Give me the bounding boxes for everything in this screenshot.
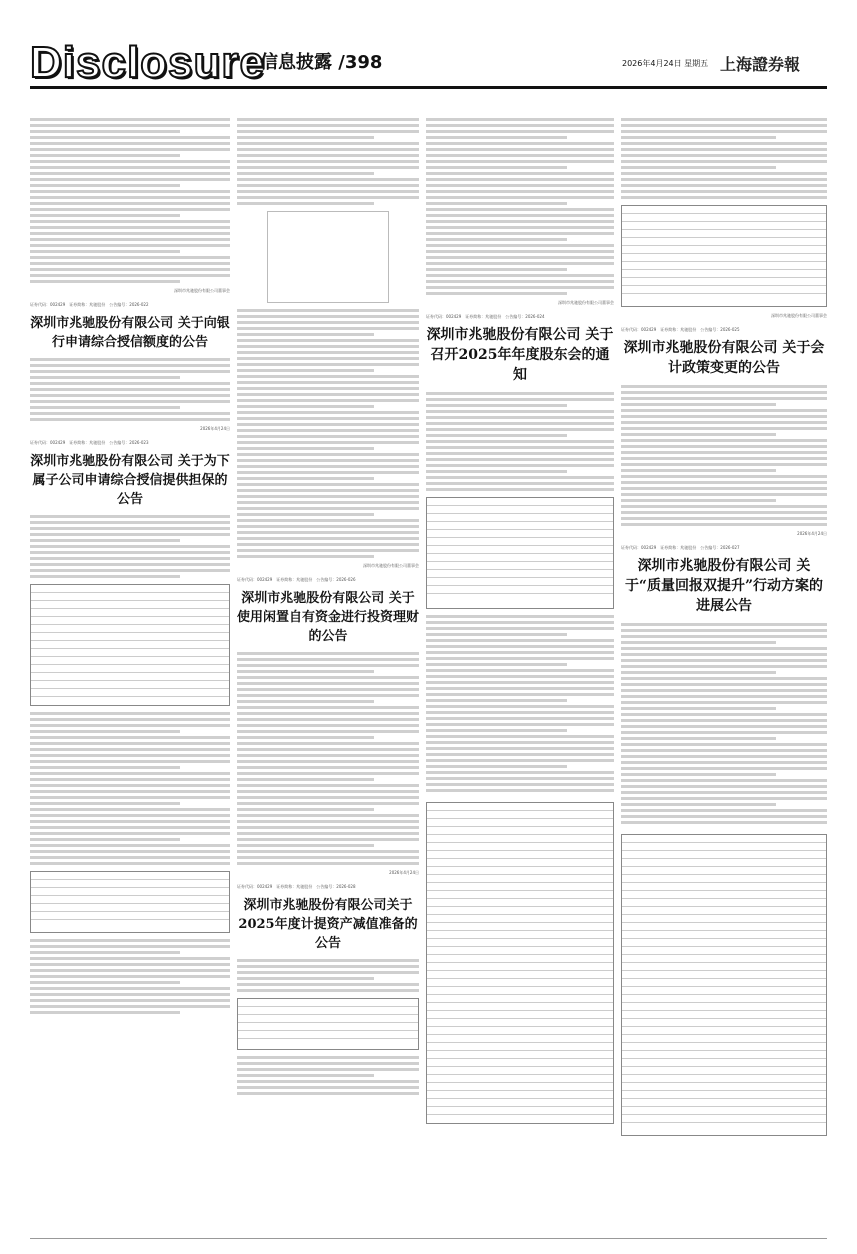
issue-date: 2026年4月24日 星期五 — [622, 59, 709, 68]
financial-table-2 — [621, 834, 827, 1136]
brand-wordmark: Disclosure — [30, 38, 265, 87]
guarantee-summary-table — [30, 871, 230, 933]
signature: 深圳市兆驰股份有限公司董事会 — [174, 288, 230, 293]
column-1 — [30, 118, 230, 1017]
column-2 — [237, 118, 419, 1098]
notice-meta: 证券代码：002429 证券简称：兆驰股份 公告编号：2026-027 — [621, 545, 740, 550]
notice-title: 深圳市兆驰股份有限公司 关于向银行申请综合授信额度的公告 — [30, 316, 230, 350]
financial-table — [426, 802, 614, 1124]
agenda-table — [426, 497, 614, 609]
notice-meta: 证券代码：002429 证券简称：兆驰股份 公告编号：2026-028 — [237, 884, 356, 889]
notice-meta: 证券代码：002429 证券简称：兆驰股份 公告编号：2026-024 — [426, 314, 545, 319]
guarantee-table — [30, 584, 230, 706]
notice-meta: 证券代码：002429 证券简称：兆驰股份 公告编号：2026-025 — [621, 327, 740, 332]
notice-meta: 证券代码：002429 证券简称：兆驰股份 公告编号：2026-026 — [237, 577, 356, 582]
org-chart — [267, 211, 389, 303]
notice-title: 深圳市兆驰股份有限公司 关于使用闲置自有资金进行投资理财的公告 — [237, 591, 420, 644]
footer-rule — [30, 1238, 827, 1239]
section-title: 信息披露 /398 — [260, 52, 383, 73]
notice-title: 深圳市兆驰股份有限公司 关于为下属子公司申请综合授信提供担保的公告 — [30, 454, 230, 507]
notice-title: 深圳市兆驰股份有限公司 关于会计政策变更的公告 — [623, 340, 825, 376]
signature: 深圳市兆驰股份有限公司董事会 — [771, 313, 827, 318]
notice-meta: 证券代码：002429 证券简称：兆驰股份 公告编号：2026-022 — [30, 302, 149, 307]
notice-title: 深圳市兆驰股份有限公司关于2025年度计提资产减值准备的公告 — [238, 898, 418, 951]
signature-date: 2026年4月24日 — [200, 426, 230, 431]
newspaper-logo: 上海證券報 — [720, 55, 801, 74]
masthead — [30, 36, 827, 89]
notice-title: 深圳市兆驰股份有限公司 关于召开2025年年度股东会的通知 — [426, 327, 614, 383]
signature: 深圳市兆驰股份有限公司董事会 — [558, 300, 614, 305]
column-4 — [621, 118, 827, 1146]
notice-title: 深圳市兆驰股份有限公司 关于“质量回报双提升”行动方案的进展公告 — [624, 558, 824, 614]
column-3 — [426, 118, 614, 1134]
agenda-table-2 — [621, 205, 827, 307]
notice-meta: 证券代码：002429 证券简称：兆驰股份 公告编号：2026-023 — [30, 440, 149, 445]
signature: 深圳市兆驰股份有限公司董事会 — [363, 563, 419, 568]
signature-date: 2026年4月24日 — [797, 531, 827, 536]
signature-date: 2026年4月24日 — [389, 870, 419, 875]
impairment-table — [237, 998, 419, 1050]
